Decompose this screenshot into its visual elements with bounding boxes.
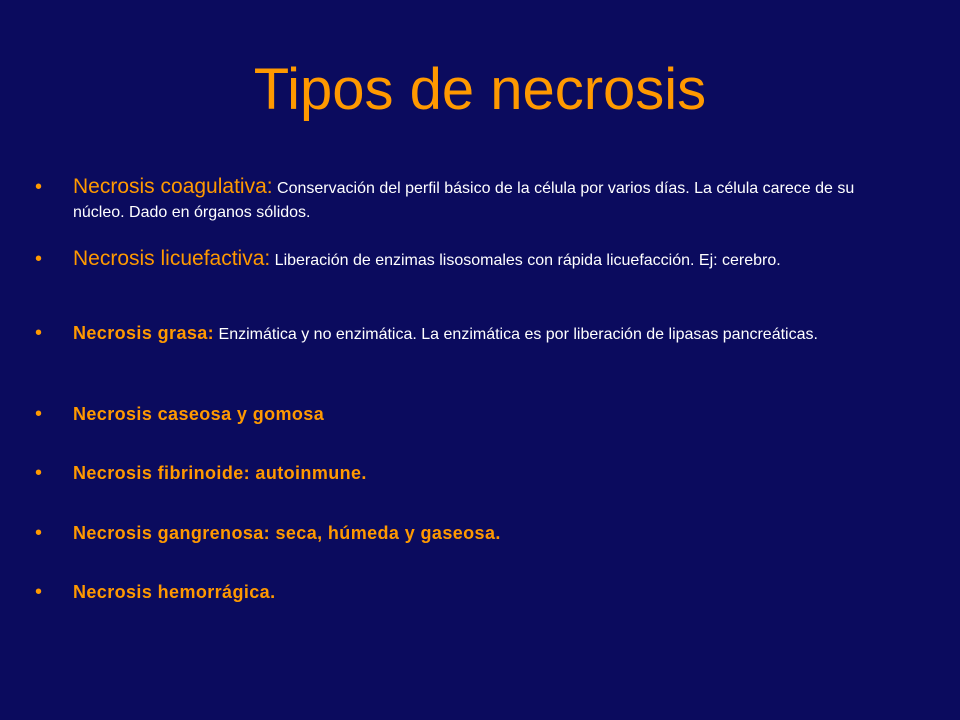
bullet-description: Enzimática y no enzimática. La enzimática es por liberación de lipasas pancreáticas. (214, 326, 818, 343)
bullet-gangrenosa (35, 519, 873, 547)
bullet-term: Necrosis caseosa y gomosa (73, 404, 325, 424)
bullet-dot-icon: • (35, 322, 43, 344)
bullet-term: Necrosis hemorrágica. (73, 582, 276, 602)
bullet-term: Necrosis grasa: (73, 323, 215, 343)
bullet-description: Conservación del perfil básico de la célula por varios días. La célula carece de su núcleo. Dado en órganos sólidos. (73, 180, 855, 221)
bullet-dot-icon: • (35, 403, 43, 425)
bullet-dot-icon: • (35, 248, 43, 270)
bullet-term: Necrosis fibrinoide: autoinmune. (73, 463, 367, 483)
bullet-licuefactiva (35, 246, 873, 273)
bullet-dot-icon: • (35, 462, 43, 484)
bullet-caseosa (35, 400, 873, 428)
slide-title: Tipos de necrosis (253, 57, 707, 122)
bullet-dot-icon: • (35, 176, 43, 198)
bullet-hemorragica (35, 578, 873, 606)
bullet-term: Necrosis gangrenosa: seca, húmeda y gaseosa. (73, 523, 501, 543)
bullet-coagulativa (35, 174, 873, 225)
bullet-grasa (35, 320, 873, 347)
bullet-description: Liberación de enzimas lisosomales con rápida licuefacción. Ej: cerebro. (270, 252, 781, 269)
bullet-dot-icon: • (35, 522, 43, 544)
bullet-term: Necrosis coagulativa: (73, 175, 273, 198)
bullet-term: Necrosis licuefactiva: (73, 247, 271, 270)
bullet-fibrinoide (35, 459, 873, 487)
bullet-dot-icon: • (35, 581, 43, 603)
